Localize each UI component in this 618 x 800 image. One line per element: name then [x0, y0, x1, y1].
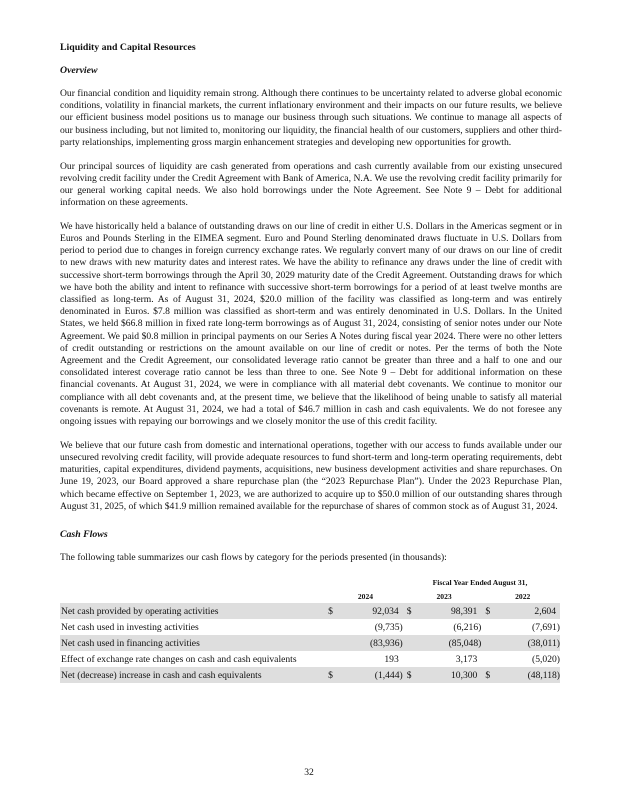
cell-value: (5,020) — [532, 653, 560, 665]
table-row — [60, 619, 560, 635]
header-year-2022: 2022 — [515, 592, 531, 602]
section-heading: Liquidity and Capital Resources — [60, 42, 196, 53]
cell-value: (6,216) — [453, 621, 482, 633]
currency-symbol: $ — [407, 667, 419, 683]
page-number: 32 — [304, 767, 314, 778]
overview-paragraph-1: Our financial condition and liquidity remain strong. Although there continues to be uncertainty related to adverse global economic conditions, volatility in financial markets, the current inflationary environment and their impacts on our future results, we believe our efficient business model positions us to manage our business through such situations. We continue to manage all aspects of our business including, but not limited to, monitoring our liquidity, the financial health of our customers, suppliers and other third-party relationships, implementing gross margin enhancement strategies and developing new opportunities for growth. — [60, 88, 562, 148]
cell-value: 193 — [384, 653, 399, 665]
cash-flows-heading: Cash Flows — [60, 529, 108, 540]
currency-symbol — [407, 635, 419, 651]
cash-flows-table-body — [60, 603, 560, 683]
currency-symbol — [485, 651, 497, 667]
table-row — [60, 651, 560, 667]
table-group-header: Fiscal Year Ended August 31, — [432, 578, 528, 588]
header-year-2023: 2023 — [436, 592, 452, 602]
cell-value: 92,034 — [340, 603, 403, 619]
document-page — [60, 42, 562, 683]
header-year-2024: 2024 — [357, 592, 374, 602]
currency-symbol — [328, 635, 340, 651]
currency-symbol — [485, 619, 497, 635]
cell-value: (7,691) — [532, 621, 560, 633]
row-label: Effect of exchange rate changes on cash and cash equivalents — [61, 653, 297, 665]
currency-symbol — [328, 651, 340, 667]
cell-value: 2,604 — [497, 603, 560, 619]
overview-heading: Overview — [60, 65, 98, 76]
table-row — [60, 667, 560, 683]
table-row — [60, 603, 560, 619]
cell-value: (83,936) — [340, 635, 403, 651]
cell-value: (85,048) — [419, 635, 482, 651]
currency-symbol: $ — [485, 603, 497, 619]
cell-value: (38,011) — [497, 635, 560, 651]
cash-flows-table-wrapper — [60, 578, 562, 683]
cell-value: (1,444) — [340, 667, 403, 683]
overview-paragraph-4: We believe that our future cash from domestic and international operations, together with our access to funds available under our unsecured revolving credit facility, will provide adequate resources to fund short-term and long-term operating requirements, debt maturities, capital expenditures, dividend payments, acquisitions, new business development activities and share repurchases. On June 19, 2023, our Board approved a share repurchase plan (the “2023 Repurchase Plan”). Under the 2023 Repurchase Plan, which became effective on September 1, 2023, we are authorized to acquire up to $50.0 million of our outstanding shares through August 31, 2025, of which $41.9 million remained available for the repurchase of shares of common stock as of August 31, 2024. — [60, 439, 562, 512]
table-header-row — [60, 592, 560, 603]
row-label: Net (decrease) increase in cash and cash equivalents — [60, 667, 328, 683]
cell-value: (9,735) — [374, 621, 403, 633]
row-label: Net cash provided by operating activities — [60, 603, 328, 619]
currency-symbol: $ — [407, 603, 419, 619]
currency-symbol — [407, 651, 419, 667]
currency-symbol — [485, 635, 497, 651]
overview-paragraph-2: Our principal sources of liquidity are cash generated from operations and cash currently available from our existing unsecured revolving credit facility under the Credit Agreement with Bank of America, N.A. We use the revolving credit facility primarily for our general working capital needs. We also hold borrowings under the Note Agreement. See Note 9 – Debt for additional information on these agreements. — [60, 160, 562, 209]
currency-symbol — [328, 619, 340, 635]
cash-flows-table — [60, 592, 560, 683]
row-label: Net cash used in financing activities — [60, 635, 328, 651]
table-row — [60, 635, 560, 651]
currency-symbol: $ — [485, 667, 497, 683]
cash-flows-intro: The following table summarizes our cash flows by category for the periods presented (in thousands): — [60, 552, 447, 563]
cell-value: 98,391 — [419, 603, 482, 619]
currency-symbol: $ — [328, 667, 340, 683]
currency-symbol — [407, 619, 419, 635]
cell-value: (48,118) — [497, 667, 560, 683]
overview-paragraph-3: We have historically held a balance of outstanding draws on our line of credit in either U.S. Dollars in the Americas segment or in Euros and Pounds Sterling in the EIMEA segment. Euro and Pound Sterling denominated draws fluctuate in U.S. Dollars from period to period due to changes in foreign currency exchange rates. We regularly convert many of our draws on our line of credit to new draws with new maturity dates and interest rates. We have the ability to refinance any draws under the line of credit with successive short-term borrowings through the April 30, 2029 maturity date of the Credit Agreement. Outstanding draws for which we have both the ability and intent to refinance with successive short-term borrowings for a period of at least twelve months are classified as long-term. As of August 31, 2024, $20.0 million of the facility was classified as long-term and was entirely denominated in Euros. $7.8 million was classified as short-term and was entirely denominated in U.S. Dollars. In the United States, we held $66.8 million in fixed rate long-term borrowings as of August 31, 2024, consisting of senior notes under our Note Agreement. We paid $0.8 million in principal payments on our Series A Notes during fiscal year 2024. There were no other letters of credit outstanding or restrictions on the amount available on our line of credit or notes. Per the terms of both the Note Agreement and the Credit Agreement, our consolidated leverage ratio cannot be greater than three and a half to one and our consolidated interest coverage ratio cannot be less than three to one. See Note 9 – Debt for additional information on these financial covenants. At August 31, 2024, we were in compliance with all material debt covenants. We continue to monitor our compliance with all debt covenants and, at the present time, we believe that the likelihood of being unable to satisfy all material covenants is remote. At August 31, 2024, we had a total of $46.7 million in cash and cash equivalents. We do not foresee any ongoing issues with repaying our borrowings and we closely monitor the use of this credit facility. — [60, 220, 562, 428]
header-label-spacer — [60, 592, 328, 603]
cell-value: 10,300 — [419, 667, 482, 683]
row-label: Net cash used in investing activities — [61, 621, 199, 633]
cell-value: 3,173 — [455, 653, 478, 665]
currency-symbol: $ — [328, 603, 340, 619]
